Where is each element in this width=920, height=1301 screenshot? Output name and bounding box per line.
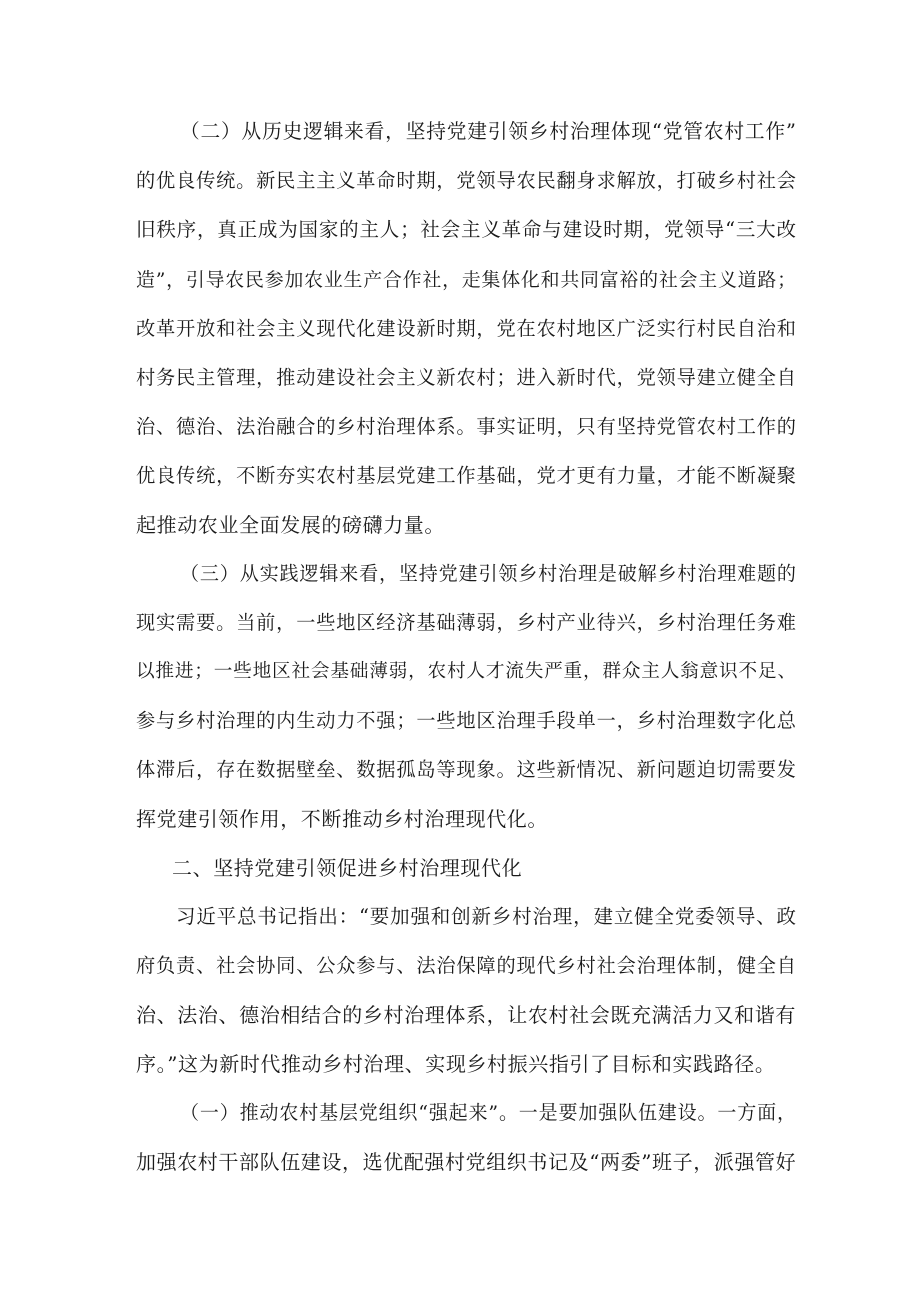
text-line: （一）推动农村基层党组织“强起来”。一是要加强队伍建设。一方面， [180,1102,796,1124]
text-line: 治、法治、德治相结合的乡村治理体系，让农村社会既充满活力又和谐有 [136,1003,796,1027]
text-line: 优良传统，不断夯实农村基层党建工作基础，党才更有力量，才能不断凝聚 [136,464,796,487]
text-line: 改革开放和社会主义现代化建设新时期，党在农村地区广泛实行村民自治和 [136,317,796,340]
text-line: 旧秩序，真正成为国家的主人；社会主义革命与建设时期，党领导“三大改 [136,218,796,241]
text-line: 府负责、社会协同、公众参与、法治保障的现代乡村社会治理体制，健全自 [136,954,796,977]
text-line: 习近平总书记指出：“要加强和创新乡村治理，建立健全党委领导、政 [176,905,796,928]
text-line: 起推动农业全面发展的磅礴力量。 [136,513,445,537]
text-line: 序。”这为新时代推动乡村治理、实现乡村振兴指引了目标和实践路径。 [136,1052,776,1076]
text-line: 的优良传统。新民主主义革命时期，党领导农民翻身求解放，打破乡村社会 [136,169,796,192]
text-line: 造”，引导农民参加农业生产合作社，走集体化和共同富裕的社会主义道路； [136,269,796,291]
text-line: 加强农村干部队伍建设，选优配强村党组织书记及“两委”班子，派强管好 [136,1150,797,1174]
text-line: 挥党建引领作用，不断推动乡村治理现代化。 [136,807,548,831]
text-line: 治、德治、法治融合的乡村治理体系。事实证明，只有坚持党管农村工作的 [136,415,796,438]
text-line: 以推进；一些地区社会基础薄弱，农村人才流失严重，群众主人翁意识不足、 [136,661,796,682]
text-line: 现实需要。当前，一些地区经济基础薄弱，乡村产业待兴，乡村治理任务难 [136,611,796,634]
text-line: （二）从历史逻辑来看，坚持党建引领乡村治理体现“党管农村工作” [180,120,796,143]
text-line: 村务民主管理，推动建设社会主义新农村；进入新时代，党领导建立健全自 [136,366,796,389]
text-line: （三）从实践逻辑来看，坚持党建引领乡村治理是破解乡村治理难题的 [180,563,796,585]
text-line: 参与乡村治理的内生动力不强；一些地区治理手段单一，乡村治理数字化总 [136,709,796,732]
text-line: 体滞后，存在数据壁垒、数据孤岛等现象。这些新情况、新问题迫切需要发 [136,758,796,781]
section-heading: 二、坚持党建引领促进乡村治理现代化 [172,856,523,880]
